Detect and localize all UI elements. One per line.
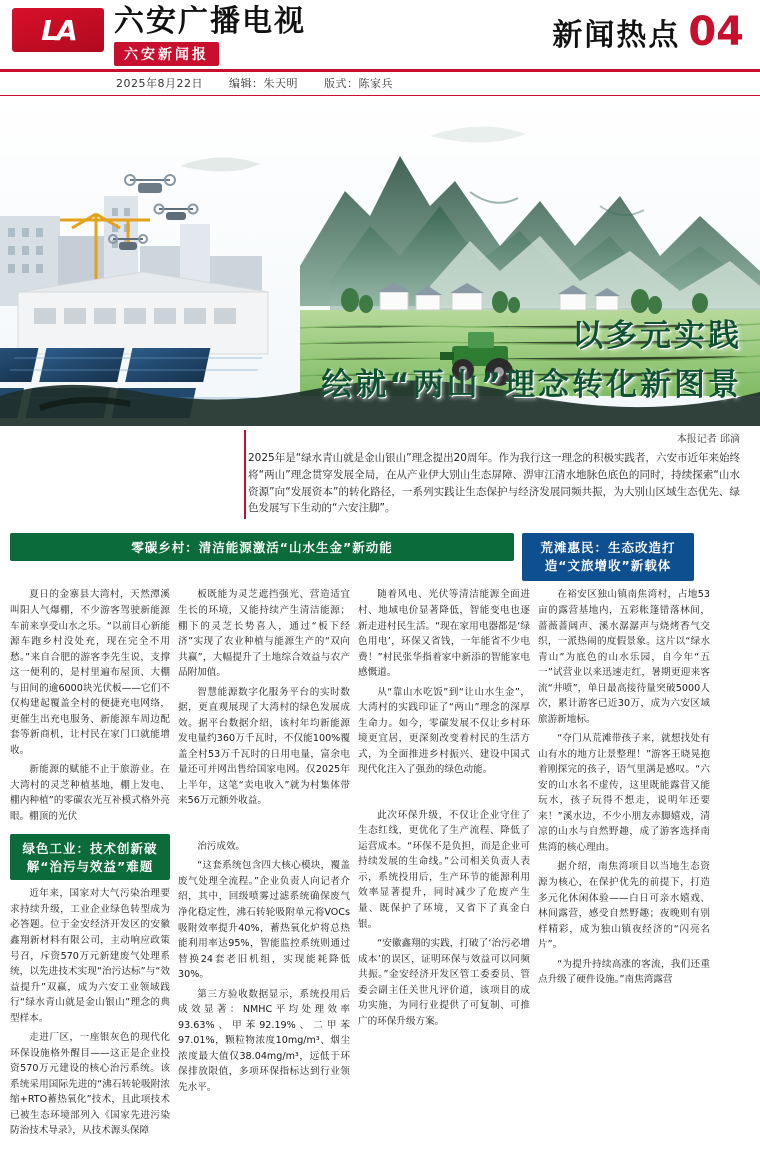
paragraph: 从“靠山水吃饭”到“让山水生金”，大湾村的实践印证了“两山”理念的深厚生命力。如今，零碳发展不仅让乡村环境更宜居，更深刻改变着村民的生活方式，为全面推进乡村振兴、建设中国式现代化注入了强劲的绿色动能。: [358, 686, 530, 776]
paragraph: 新能源的赋能不止于旅游业。在大湾村的灵芝种植基地，棚上发电、棚内种植”的零碳农光互补模式格外亮眼。棚顶的光伏: [10, 764, 170, 822]
broadcaster-logo: [12, 8, 104, 52]
wasteland-col-text: [538, 587, 710, 991]
section-head-carbon: 零碳乡村：清洁能源激活“山水生金”新动能: [10, 533, 514, 561]
section-title: 新闻热点: [552, 18, 681, 53]
column-1: [10, 587, 170, 1142]
paragraph: “夺门从荒滩带孩子来，就想找处有山有水的地方让景整理！”游客王晓晃抱着刚探完的孩子，语气里满是感叹。“六安的山水名不虚传，这里既能露营又能玩水，孩子玩得不想走，说明年还要来！”溪水边，不少小朋友赤脚嬉戏，清凉的山水与自然野趣，成了游客选择南焦湾的核心理由。: [538, 733, 710, 853]
paragraph: 治污成效。: [197, 840, 246, 852]
issue-date: 2025年8月22日: [116, 77, 203, 90]
paragraph: 走进厂区，一座银灰色的现代化环保设施格外醒目——这正是企业投资570万元建设的核心治污系统。该系统采用国际先进的“沸石转轮吸附浓缩+RTO蓄热氧化”技术，且此项技术已被生态环境部列入《国家先进污染防治技术导录》，从技术源头保障: [10, 1032, 170, 1137]
paragraph: 第三方验收数据显示，系统投用后成效显著：NMHC平均处理效率93.63%、甲苯92.19%、二甲苯97.01%，颗粒物浓度10mg/m³、烟尘浓度最大值仅38.04mg/m³，远低于环保排放限值，多项环保指标达到行业领先水平。: [178, 988, 350, 1093]
paragraph: 据介绍，南焦湾项目以当地生态资源为核心，在保护优先的前提下，打造多元化休闲体验——白日可亲水嬉戏、林间露营，感受自然野趣；夜晚则有别样精彩，成为独山镇夜经济的“闪亮名片”。: [538, 861, 710, 951]
publication-subname: 六安新闻报: [114, 42, 219, 66]
masthead-titles: [114, 6, 306, 66]
column-2: [178, 587, 350, 1142]
hero-headline: [321, 310, 742, 404]
section-head-wasteland: 荒滩惠民：生态改造打造“文旅增收”新载体: [522, 533, 694, 581]
hero-illustration: [0, 96, 760, 426]
carbon-col2-text: [178, 587, 350, 812]
lead-text: 2025年是“绿水青山就是金山银山”理念提出20周年。作为我行这一理念的积极实践者，六安市近年来始终将“两山”理念贯穿发展全局，在从产业伊大别山生态屏障、淠审江清水地脉色底色的同时，持续探索“山水资源”向“发展资本”的转化路径，一系列实践让生态保护与经济发展同频共振，为大别山区域生态优先、绿色发展写下生动的“六安注脚”。: [248, 452, 740, 515]
carbon-col1-text: [10, 587, 170, 828]
publication-name: 六安广播电视: [114, 4, 306, 39]
section-head-green-industry: 绿色工业：技术创新破解“治污与效益”难题: [10, 834, 170, 880]
paragraph: “为提升持续高涨的客流，我们还重点升级了硬件设施。”南焦湾露营: [538, 958, 710, 986]
green-col2-text: [178, 839, 350, 1100]
lead-divider: [244, 430, 246, 519]
issue-layout: 版式：陈家兵: [324, 77, 393, 90]
paragraph: 此次环保升级，不仅让企业守住了生态红线，更优化了生产流程、降低了运营成本。“环保不是负担，而是企业可持续发展的生命线。”公司相关负责人表示，系统投用后，生产环节的能源利用效率显著提升，同时减少了危废产生量、既保护了环境，又省下了真金白银。: [358, 809, 530, 930]
paragraph: 板既能为灵芝遮挡强光、营造适宜生长的环境，又能持续产生清洁能源；棚下的灵芝长势喜人，通过“板下经济”实现了农业种植与能源生产的“双向共赢”，大幅提升了土地综合效益与农产品附加值。: [178, 589, 350, 679]
section-headers-row-1: [0, 529, 760, 587]
green-col1-text: [10, 886, 170, 1143]
paragraph: 随着风电、光伏等清洁能源全面进村、地域电价显著降低，智能变电也逐新走进村民生活。“现在家用电器都是‘绿色用电’，环保又省钱，一年能省不少电费！”村民张华指着家中新添的智能家电感慨道。: [358, 589, 530, 679]
issue-editor: 编辑：朱天明: [229, 77, 298, 90]
carbon-col3-text: [358, 587, 530, 781]
article-columns: [0, 587, 760, 1150]
issue-info-bar: [0, 72, 760, 96]
logo-mark-text: LA: [41, 13, 75, 47]
hero-headline-line1: 以多元实践: [572, 318, 742, 354]
column-3: [358, 587, 530, 1142]
paragraph: 近年来，国家对大气污染治理要求持续升级，工业企业绿色转型成为必答题。位于金安经济开发区的安徽鑫翔新材料有限公司，主动响应政策号召，斥资570万元新建废气处理系统，以先进技术实现“治污达标”与“效益提升”双赢，成为六安工业领域践行“绿水青山就是金山银山”理念的典型样本。: [10, 888, 170, 1024]
hero-byline: 本报记者 邱滴: [676, 434, 740, 445]
masthead: [0, 0, 760, 72]
paragraph: 夏日的金寨县大湾村，天然潭溪叫阳人气爆棚，不少游客驾驶新能源车前来享受山水之乐。“以前目心新能源车跑乡村没处充，现在完全不用愁。”来自合肥的游客李先生说，支撑这一便利的，是村里遍布屋顶、大棚与田间的逾6000块光伏板——它们不仅构建起覆盖全村的便捷充电网络，更催生出充电服务、新能源车周边配套等新商机，让村民在家门口就能增收。: [10, 589, 170, 756]
paragraph: 智慧能源数字化服务平台的实时数据，更直观展现了大湾村的绿色发展成效。据平台数据介绍，该村年均新能源发电量约360万千瓦时，不仅能100%覆盖全村53万千瓦时的日用电量，富余电量还可并网出售给国家电网。仅2025年上半年，这笔“卖电收入”就为村集体带来56万元额外收益。: [178, 686, 350, 807]
paragraph: “这套系统包含四大核心模块，覆盖废气处理全流程。”企业负责人向记者介绍，其中，回级喷雾过滤系统确保废气净化稳定性，沸石转轮吸附单元将VOCs吸附效率提升40%，蓄热氧化炉将总热能利用率达95%，智能监控系统则通过替换24套老旧机组，实现能耗降低30%。: [178, 860, 350, 981]
green-col3-text: [358, 808, 530, 1033]
page-number: 04: [688, 9, 744, 55]
paragraph: “安徽鑫翔的实践，打破了‘治污必增成本’的误区，证明环保与效益可以同频共振。”金安经济开发区管工委委员、管委会副主任关世凡评价道，该项目的成功实施，为同行业提供了可复制、可推广的环保升级方案。: [358, 938, 530, 1027]
lead-paragraph-block: [12, 426, 748, 523]
section-header: [552, 6, 748, 54]
hero-headline-line2: 绘就“两山”理念转化新图景: [321, 367, 742, 403]
column-4: [538, 587, 710, 1142]
paragraph: 在裕安区独山镇南焦湾村，占地53亩的露营基地内，五彩帐篷错落林间，蔷薇蔷阔声、溪水潺潺声与烧烤香气交织，一派热闹的度假景象。这片以“绿水青山”为底色的山水乐园，自今年“五一”试营业以来迅速走红，暑期更迎来客流“井喷”，单日最高接待量突破5000人次，累计游客已近30万，成为六安区域旅游新地标。: [538, 589, 710, 725]
